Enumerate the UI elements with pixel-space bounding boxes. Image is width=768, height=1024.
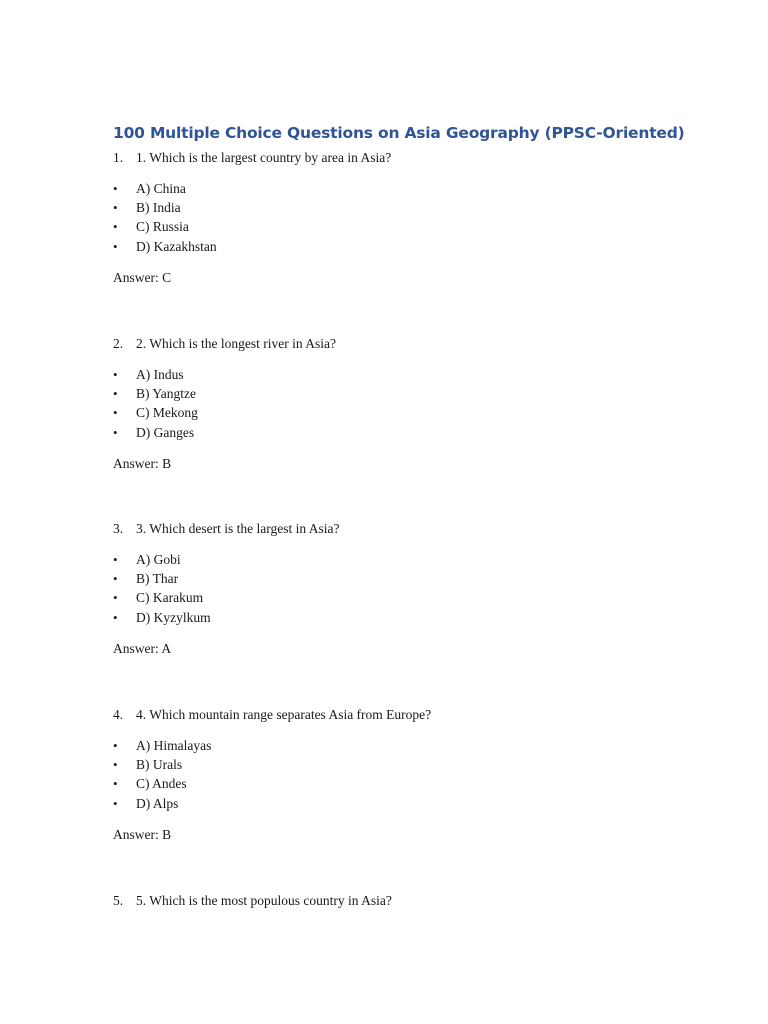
- answer-text: Answer: B: [113, 826, 172, 842]
- option-text: C) Russia: [136, 219, 189, 235]
- bullet-icon: •: [113, 571, 118, 587]
- option-item: [113, 569, 673, 588]
- answer-text: Answer: B: [113, 455, 172, 471]
- bullet-icon: •: [113, 590, 118, 606]
- option-text: A) Indus: [136, 367, 184, 382]
- option-text: C) Karakum: [136, 590, 204, 606]
- bullet-icon: •: [113, 552, 118, 567]
- option-item: [113, 423, 673, 442]
- bullet-icon: •: [113, 181, 118, 196]
- option-text: D) Kyzylkum: [136, 609, 211, 625]
- bullet-icon: •: [113, 219, 118, 235]
- bullet-icon: •: [113, 238, 118, 254]
- option-text: B) Yangtze: [136, 386, 196, 402]
- option-text: B) Thar: [136, 571, 179, 587]
- option-item: [113, 237, 673, 256]
- option-text: C) Mekong: [136, 405, 198, 421]
- option-text: D) Alps: [136, 795, 179, 811]
- question-text: 5. Which is the most populous country in Asia?: [136, 893, 392, 908]
- option-item: [113, 384, 673, 403]
- option-item: [113, 179, 673, 198]
- question-text: 1. Which is the largest country by area in Asia?: [136, 150, 392, 165]
- document-title: 100 Multiple Choice Questions on Asia Geography (PPSC-Oriented): [113, 124, 685, 142]
- answer-text: Answer: A: [113, 640, 172, 656]
- question-block: [113, 335, 673, 473]
- option-item: [113, 365, 673, 384]
- bullet-icon: •: [113, 424, 118, 440]
- option-text: C) Andes: [136, 776, 187, 792]
- option-list: [113, 365, 673, 442]
- bullet-icon: •: [113, 405, 118, 421]
- bullet-icon: •: [113, 367, 118, 382]
- option-text: A) Gobi: [136, 552, 181, 567]
- question-line: [113, 706, 673, 724]
- bullet-icon: •: [113, 795, 118, 811]
- question-block: [113, 892, 673, 910]
- option-text: D) Kazakhstan: [136, 238, 217, 254]
- option-item: [113, 774, 673, 793]
- option-text: A) Himalayas: [136, 738, 212, 753]
- option-item: [113, 403, 673, 422]
- bullet-icon: •: [113, 776, 118, 792]
- option-list: [113, 550, 673, 627]
- question-line: [113, 520, 673, 538]
- question-line: [113, 892, 673, 910]
- question-text: 3. Which desert is the largest in Asia?: [136, 521, 340, 536]
- option-item: [113, 736, 673, 755]
- question-number: 4.: [113, 707, 124, 722]
- option-text: D) Ganges: [136, 424, 195, 440]
- option-text: A) China: [136, 181, 186, 196]
- option-item: [113, 755, 673, 774]
- option-item: [113, 794, 673, 813]
- bullet-icon: •: [113, 200, 118, 216]
- option-item: [113, 588, 673, 607]
- option-list: [113, 179, 673, 256]
- question-number: 5.: [113, 893, 124, 908]
- question-text: 4. Which mountain range separates Asia from Europe?: [136, 707, 432, 722]
- option-item: [113, 608, 673, 627]
- option-item: [113, 217, 673, 236]
- question-text: 2. Which is the longest river in Asia?: [136, 336, 336, 351]
- answer-text: Answer: C: [113, 269, 172, 285]
- question-line: [113, 335, 673, 353]
- option-list: [113, 736, 673, 813]
- question-number: 2.: [113, 336, 124, 351]
- bullet-icon: •: [113, 738, 118, 753]
- question-number: 1.: [113, 150, 124, 165]
- option-item: [113, 198, 673, 217]
- question-number: 3.: [113, 521, 124, 536]
- question-block: [113, 706, 673, 844]
- question-block: [113, 149, 673, 287]
- option-text: B) Urals: [136, 757, 183, 773]
- option-item: [113, 550, 673, 569]
- option-text: B) India: [136, 200, 181, 216]
- bullet-icon: •: [113, 609, 118, 625]
- question-block: [113, 520, 673, 658]
- bullet-icon: •: [113, 386, 118, 402]
- bullet-icon: •: [113, 757, 118, 773]
- question-line: [113, 149, 673, 167]
